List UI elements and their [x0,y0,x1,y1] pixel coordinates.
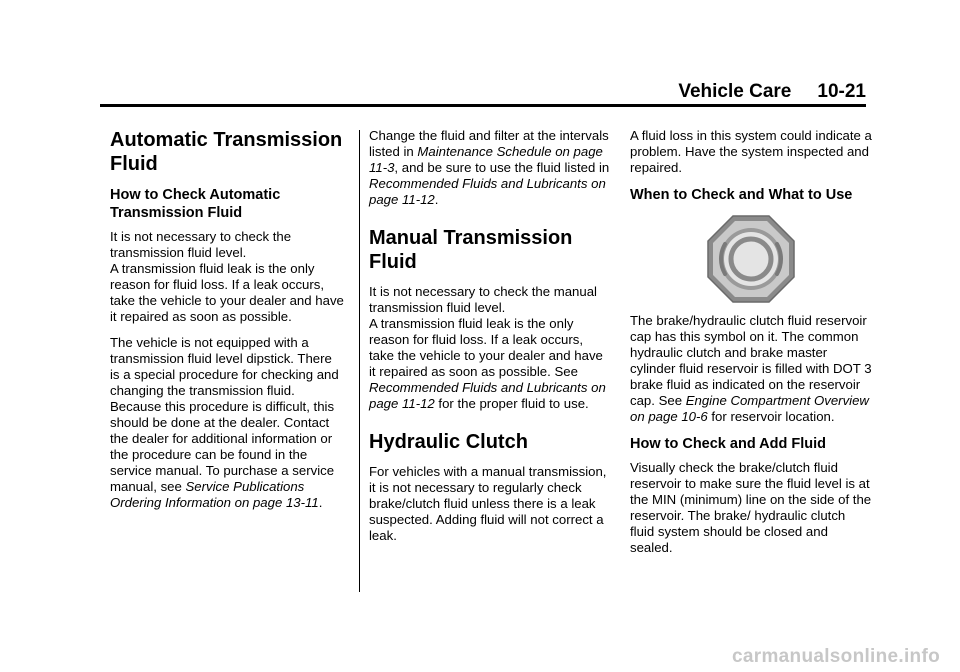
text-leak-reason: A transmission fluid leak is the only reason for fluid loss. If a leak occurs, take the vehicle to your dealer and have it repaired as soon as possible. [110,261,344,324]
text-reservoir-cap: The brake/hydraulic clutch fluid reservoir cap has this symbol on it. The common hydraulic clutch and brake master cylinder fluid reservoir is filled with DOT 3 brake fluid as indicated on the reservoir cap. See [630,313,872,408]
header-rule [100,104,866,107]
text-period: . [318,495,323,510]
paragraph-hydraulic-clutch: For vehicles with a manual transmission, it is not necessary to regularly check brake/clutch fluid unless there is a leak suspected. Adding fluid will not correct a leak. [369,464,607,543]
link-maintenance-schedule[interactable]: Maintenance Schedule on page 11-3 [369,144,603,175]
heading-automatic-transmission-fluid: Automatic Transmission Fluid [110,129,343,175]
text-proper-fluid: for the proper fluid to use. [434,396,589,411]
link-recommended-fluids-2[interactable]: Recommended Fluids and Lubricants on page 11-12 [369,380,606,411]
subheading-how-to-check-atf: How to Check Automatic Transmission Fluid [110,187,281,221]
link-service-publications[interactable]: Service Publications Ordering Information on page 13-11 [110,479,319,510]
paragraph-fluid-loss: A fluid loss in this system could indicate a problem. Have the system inspected and repaired. [630,128,872,175]
paragraph-change-fluid [369,128,611,208]
link-engine-compartment[interactable]: Engine Compartment Overview on page 10-6 [630,393,869,424]
text-no-need-check: It is not necessary to check the transmission fluid level. [110,229,292,260]
column-3 [630,128,872,556]
section-title: Vehicle Care [678,81,792,102]
text-dipstick: The vehicle is not equipped with a transmission fluid level dipstick. There is a special procedure for checking and changing the transmission fluid. Because this procedure is difficult, this should be done at the dealer. Contact the dealer for additional information or the procedure can be found in the service manual. To purchase a service manual, see [110,335,339,494]
subheading-how-to-check-add: How to Check and Add Fluid [630,436,827,452]
text-mtf-leak: A transmission fluid leak is the only reason for fluid loss. If a leak occurs, take the vehicle to your dealer and have it repaired as soon as possible. See [369,316,603,379]
text-reservoir-location: for reservoir location. [707,409,835,424]
link-recommended-fluids[interactable]: Recommended Fluids and Lubricants on page 11-12 [369,176,606,207]
paragraph-visual-check: Visually check the brake/clutch fluid reservoir to make sure the fluid level is at the MIN (minimum) line on the side of the reservoir. The brake/ hydraulic clutch fluid system should be closed and sealed. [630,460,872,555]
text-change-fluid: Change the fluid and filter at the intervals listed in [369,128,609,159]
reservoir-cap-figure [630,211,872,307]
column-2 [369,128,611,544]
paragraph-reservoir-cap [630,313,872,425]
brake-fluid-cap-icon [706,214,796,304]
heading-hydraulic-clutch: Hydraulic Clutch [369,431,528,453]
text-mtf-no-need: It is not necessary to check the manual transmission fluid level. [369,284,597,315]
page-header [100,80,866,104]
paragraph-atf-leak [110,229,344,325]
column-divider [359,130,360,592]
page-number: 10-21 [817,81,866,102]
paragraph-no-dipstick [110,335,344,511]
paragraph-mtf-leak [369,284,611,412]
text-be-sure: , and be sure to use the fluid listed in [394,160,610,175]
column-1 [110,128,344,511]
heading-manual-transmission-fluid: Manual Transmission Fluid [369,227,573,273]
subheading-when-to-check: When to Check and What to Use [630,187,853,203]
text-period: . [434,192,439,207]
watermark: carmanualsonline.info [732,646,940,667]
